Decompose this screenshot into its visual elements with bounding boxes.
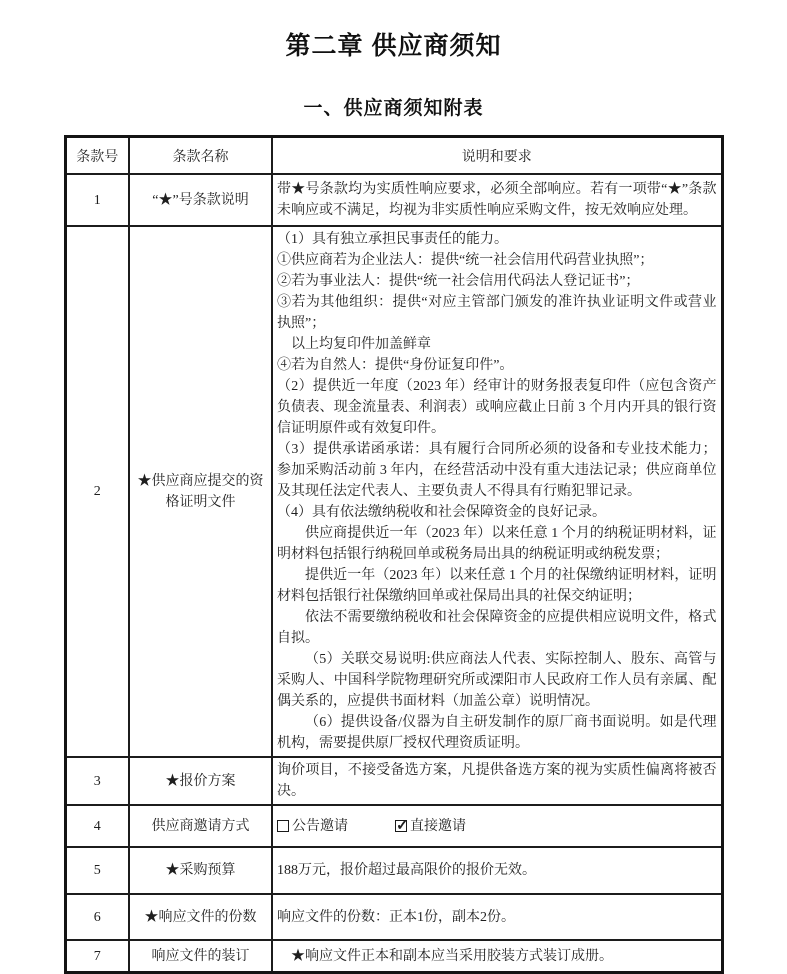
invitation-option — [277, 816, 348, 837]
clause-name: “★”号条款说明 — [129, 174, 272, 226]
clause-paragraph: （5）关联交易说明:供应商法人代表、实际控制人、股东、高管与采购人、中国科学院物理研究所或溧阳市人民政府工作人员有亲属、配偶关系的，应提供书面材料（加盖公章）说明情况。 — [277, 652, 717, 709]
clause-paragraph: ③若为其他组织：提供“对应主管部门颁发的准许执业证明文件或营业执照”； — [277, 295, 717, 331]
table-header-row — [65, 137, 722, 175]
clause-name: ★采购预算 — [129, 847, 272, 894]
clause-paragraph: 响应文件的份数：正本1份，副本2份。 — [277, 909, 515, 925]
clause-requirements — [272, 847, 722, 894]
clause-requirements — [272, 894, 722, 940]
clause-paragraph: （1）具有独立承担民事责任的能力。 — [277, 232, 508, 247]
clause-paragraph: 依法不需要缴纳税收和社会保障资金的应提供相应说明文件，格式自拟。 — [277, 610, 717, 646]
clause-paragraph: 以上均复印件加盖鲜章 — [291, 337, 431, 352]
clause-name: ★报价方案 — [129, 757, 272, 805]
clause-paragraph: ★响应文件正本和副本应当采用胶装方式装订成册。 — [291, 948, 613, 964]
clause-row-5 — [65, 847, 722, 894]
supplier-instructions-table — [64, 135, 724, 974]
clause-row-7 — [65, 940, 722, 973]
clause-paragraph: ④若为自然人：提供“身份证复印件”。 — [277, 358, 514, 373]
clause-requirements — [272, 226, 722, 757]
clause-paragraph: 询价项目，不接受备选方案，凡提供备选方案的视为实质性偏离将被否决。 — [277, 763, 717, 799]
clause-paragraph: ②若为事业法人：提供“统一社会信用代码法人登记证书”； — [277, 274, 640, 289]
clause-paragraph: 188万元，报价超过最高限价的报价无效。 — [277, 863, 536, 878]
clause-paragraph: （3）提供承诺函承诺：具有履行合同所必须的设备和专业技术能力；参加采购活动前 3 年内，在经营活动中没有重大违法记录；供应商单位及其现任法定代表人、主要负责人不得具有行贿犯罪记录。 — [277, 442, 717, 499]
clause-paragraph: 供应商提供近一年（2023 年）以来任意 1 个月的纳税证明材料，证明材料包括银行纳税回单或税务局出具的纳税证明或纳税发票； — [277, 526, 717, 562]
clauses-table-body — [65, 174, 722, 973]
clause-name: 供应商邀请方式 — [129, 805, 272, 847]
clause-row-3 — [65, 757, 722, 805]
clause-paragraph: （4）具有依法缴纳税收和社会保障资金的良好记录。 — [277, 505, 606, 520]
clause-number: 5 — [65, 847, 129, 894]
clause-name: ★供应商应提交的资格证明文件 — [129, 226, 272, 757]
clause-requirements — [272, 757, 722, 805]
clause-paragraph: ①供应商若为企业法人：提供“统一社会信用代码营业执照”； — [277, 253, 654, 268]
clause-number: 4 — [65, 805, 129, 847]
clause-row-6 — [65, 894, 722, 940]
clause-requirements — [272, 174, 722, 226]
clause-name: ★响应文件的份数 — [129, 894, 272, 940]
clause-number: 7 — [65, 940, 129, 973]
clause-number: 1 — [65, 174, 129, 226]
clause-number: 2 — [65, 226, 129, 757]
clause-number: 6 — [65, 894, 129, 940]
clause-paragraph: 带★号条款均为实质性响应要求，必须全部响应。若有一项带“★”条款未响应或不满足，均视为非实质性响应采购文件，按无效响应处理。 — [277, 182, 717, 218]
clause-paragraph: （2）提供近一年度（2023 年）经审计的财务报表复印件（应包含资产负债表、现金流量表、利润表）或响应截止日前 3 个月内开具的银行资信证明原件或有效复印件。 — [277, 379, 717, 436]
header-clause-number: 条款号 — [65, 137, 129, 175]
clause-name: 响应文件的装订 — [129, 940, 272, 973]
clause-row-1 — [65, 174, 722, 226]
checkbox-unchecked-icon — [277, 820, 289, 832]
clause-requirements — [272, 940, 722, 973]
invitation-method-options — [277, 816, 717, 837]
chapter-title: 第二章 供应商须知 — [285, 32, 502, 60]
invitation-option-label: 公告邀请 — [292, 818, 348, 834]
invitation-option-label: 直接邀请 — [410, 818, 466, 834]
table-header — [65, 137, 722, 175]
clause-paragraph: （6）提供设备/仪器为自主研发制作的原厂商书面说明。如是代理机构，需要提供原厂授权代理资质证明。 — [277, 715, 717, 751]
header-clause-requirements: 说明和要求 — [272, 137, 722, 175]
section-title: 一、供应商须知附表 — [303, 98, 484, 119]
clause-row-4 — [65, 805, 722, 847]
clause-number: 3 — [65, 757, 129, 805]
header-clause-name: 条款名称 — [129, 137, 272, 175]
clause-requirements — [272, 805, 722, 847]
invitation-option — [395, 816, 466, 837]
checkbox-checked-icon: ✓ — [396, 818, 409, 834]
clause-paragraph: 提供近一年（2023 年）以来任意 1 个月的社保缴纳证明材料，证明材料包括银行社保缴纳回单或社保局出具的社保交纳证明； — [277, 568, 717, 604]
clause-row-2 — [65, 226, 722, 757]
